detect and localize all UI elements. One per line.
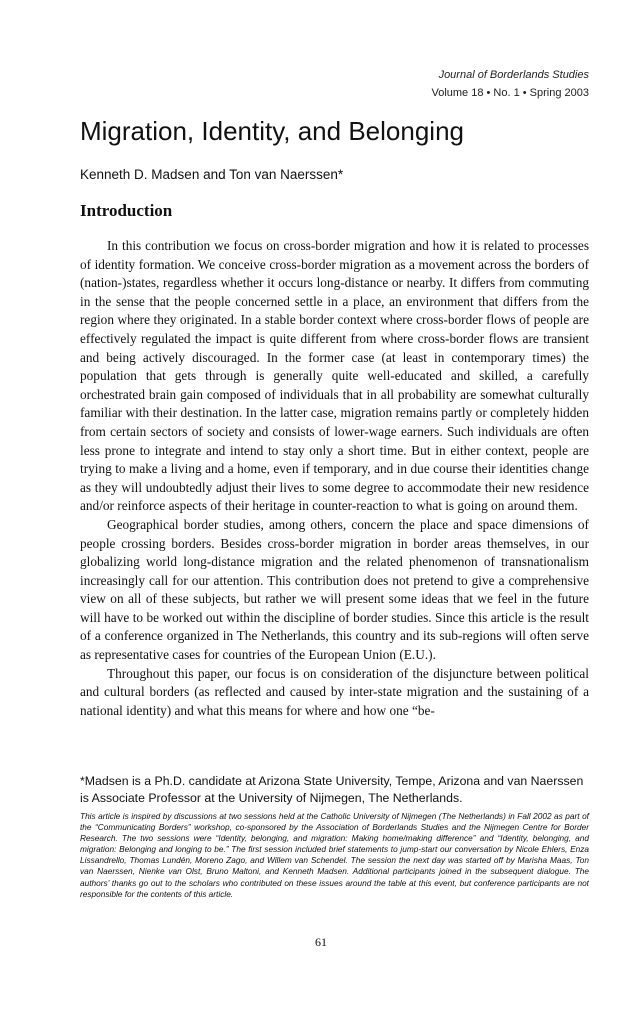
article-title: Migration, Identity, and Belonging [80, 116, 464, 146]
journal-header [431, 66, 589, 102]
paragraph-1: In this contribution we focus on cross-border migration and how it is related to processes of identity formation. We conceive cross-border migration as a movement across the borders of (nation-)states, regardless whether it occurs long-distance or nearby. It differs from commuting in the sense that the people concerned settle in a place, an environment that differs from the region where they originated. In a stable border context where cross-border flows of people are effectively regulated the impact is quite different from where cross-border flows are transient and being actively discouraged. In the former case (at least in contemporary times) the population that gets through is generally quite well-educated and skilled, a carefully orchestrated brain gain composed of individuals that in all probability are somewhat culturally familiar with their destination. In the latter case, migration remains partly or completely hidden from certain sectors of society and consists of lower-wage earners. Such individuals are often less prone to integrate and intend to stay only a short time. But in either context, people are trying to make a living and a home, even if temporary, and in due course their identities change as they will undoubtedly adjust their lives to some degree to accommodate their new residence and/or reinforce aspects of their heritage in counter-reaction to what is going on around them. [80, 238, 589, 514]
acknowledgement-text: This article is inspired by discussions at two sessions held at the Catholic University of Nijmegen (The Netherlands) in Fall 2002 as part of the “Communicating Borders” workshop, co-sponsored by the Association of Borderlands Studies and the Nijmegen Centre for Border Research. The two sessions were “Identity, belonging, and migration: Making home/making difference” and “Identity, belonging, and migration: Belonging and longing to be.” The first session included brief statements to jump-start our conversation by Nicole Ehlers, Enza Lissandrello, Thomas Lundén, Moreno Zago, and Willem van Schendel. The session the next day was started off by Marisha Maas, Ton van Naerssen, Nienke van Olst, Bruno Maltoni, and Kenneth Madsen. Additional participants joined in the subsequent dialogue. The authors’ thanks go out to the scholars who contributed on these issues around the table at this event, but conference participants are not responsible for the contents of this article. [80, 811, 589, 899]
journal-name: Journal of Borderlands Studies [438, 69, 589, 81]
page-number: 61 [315, 935, 327, 949]
section-heading: Introduction [80, 201, 173, 220]
article-authors: Kenneth D. Madsen and Ton van Naerssen* [80, 167, 344, 182]
journal-issue: Volume 18 • No. 1 • Spring 2003 [431, 87, 589, 99]
paragraph-2: Geographical border studies, among others, concern the place and space dimensions of people crossing borders. Besides cross-border migration in border areas themselves, in our globalizing world long-distance migration and the related phenomenon of transnationalism increasingly call for our attention. This contribution does not pretend to give a comprehensive view on all of these subjects, but rather we will present some ideas that we feel in the future will have to be worked out within the discipline of border studies. Since this article is the result of a conference organized in The Netherlands, this country and its sub-regions will often serve as representative cases for countries of the European Union (E.U.). [80, 516, 589, 663]
body-text [80, 237, 589, 720]
paragraph-3: Throughout this paper, our focus is on consideration of the disjuncture between political and cultural borders (as reflected and caused by inter-state migration and the sustaining of a national identity) and what this means for where and how one “be- [80, 665, 589, 718]
acknowledgement-footnote [80, 811, 589, 900]
author-footnote: *Madsen is a Ph.D. candidate at Arizona State University, Tempe, Arizona and van Naerssen is Associate Professor at the University of Nijmegen, The Netherlands. [80, 774, 584, 805]
